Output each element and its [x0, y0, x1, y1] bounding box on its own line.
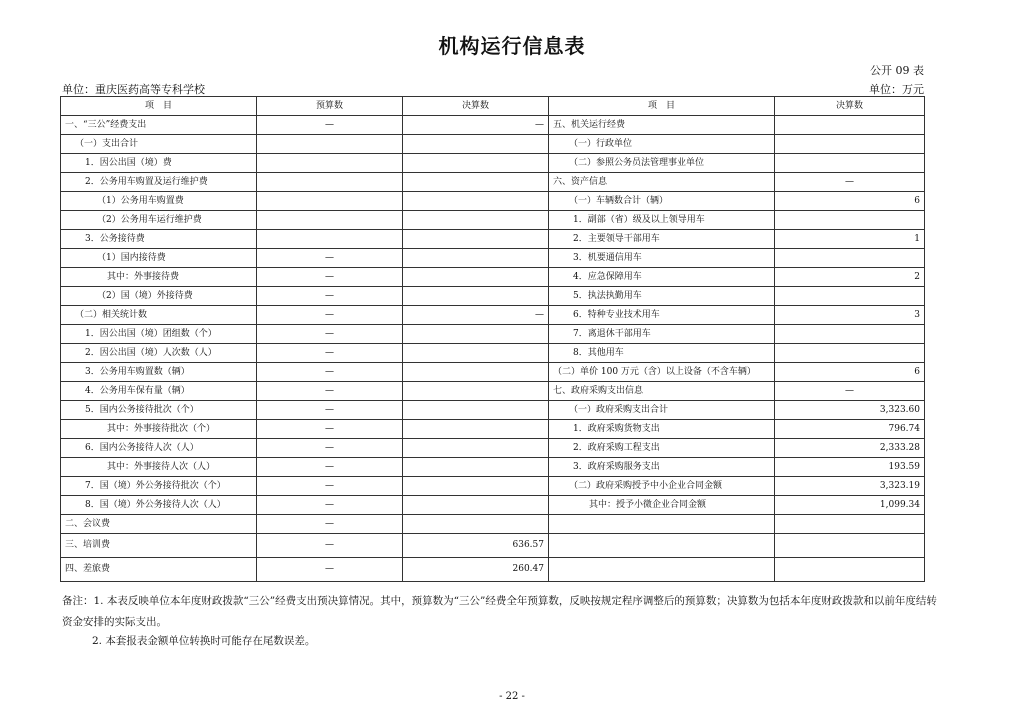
budget-cell: — [257, 420, 403, 439]
item-left-cell: 二、会议费 [61, 515, 257, 534]
item-left-cell: （一）支出合计 [61, 135, 257, 154]
header-row [61, 97, 925, 116]
budget-cell: — [257, 382, 403, 401]
table-row [61, 116, 925, 135]
final-right-cell [775, 344, 925, 363]
item-left-cell: 1．因公出国（境）费 [61, 154, 257, 173]
budget-cell: — [257, 534, 403, 558]
item-left-cell: 三、培训费 [61, 534, 257, 558]
item-left-cell: 2．因公出国（境）人次数（人） [61, 344, 257, 363]
table-row [61, 534, 925, 558]
item-left-cell: 一、“三公”经费支出 [61, 116, 257, 135]
header-item-right: 项 目 [549, 97, 775, 116]
info-table [60, 96, 925, 582]
header-item-left: 项 目 [61, 97, 257, 116]
item-right-cell: （一）车辆数合计（辆） [549, 192, 775, 211]
item-right-cell: （二）政府采购授予中小企业合同金额 [549, 477, 775, 496]
budget-cell: — [257, 344, 403, 363]
budget-cell: — [257, 249, 403, 268]
table-row [61, 268, 925, 287]
final-left-cell [403, 154, 549, 173]
table-row [61, 211, 925, 230]
item-left-cell: 7．国（境）外公务接待批次（个） [61, 477, 257, 496]
budget-cell: — [257, 268, 403, 287]
final-left-cell [403, 135, 549, 154]
budget-cell [257, 192, 403, 211]
final-left-cell: 260.47 [403, 558, 549, 582]
final-right-cell: 1 [775, 230, 925, 249]
table-row [61, 173, 925, 192]
form-number: 公开 09 表 [870, 64, 924, 77]
item-right-cell: 8．其他用车 [549, 344, 775, 363]
item-right-cell: 1．政府采购货物支出 [549, 420, 775, 439]
final-right-cell: 2 [775, 268, 925, 287]
budget-cell: — [257, 496, 403, 515]
budget-cell: — [257, 477, 403, 496]
final-left-cell [403, 420, 549, 439]
item-right-cell: 1．副部（省）级及以上领导用车 [549, 211, 775, 230]
final-right-cell: 6 [775, 363, 925, 382]
item-left-cell: （二）相关统计数 [61, 306, 257, 325]
table-row [61, 477, 925, 496]
budget-cell [257, 154, 403, 173]
table-row [61, 249, 925, 268]
final-left-cell [403, 382, 549, 401]
table-row [61, 382, 925, 401]
final-left-cell: 636.57 [403, 534, 549, 558]
table-row [61, 363, 925, 382]
item-left-cell: 4．公务用车保有量（辆） [61, 382, 257, 401]
final-left-cell [403, 344, 549, 363]
final-left-cell [403, 173, 549, 192]
final-left-cell [403, 477, 549, 496]
table-row [61, 439, 925, 458]
final-right-cell [775, 558, 925, 582]
table-row [61, 306, 925, 325]
item-left-cell: （1）公务用车购置费 [61, 192, 257, 211]
unit-name: 单位：重庆医药高等专科学校 [62, 83, 205, 96]
final-right-cell [775, 116, 925, 135]
item-right-cell: 五、机关运行经费 [549, 116, 775, 135]
final-left-cell [403, 363, 549, 382]
budget-cell: — [257, 515, 403, 534]
budget-cell: — [257, 325, 403, 344]
page-title: 机构运行信息表 [438, 34, 586, 58]
item-left-cell: （2）公务用车运行维护费 [61, 211, 257, 230]
item-right-cell: 2．政府采购工程支出 [549, 439, 775, 458]
final-right-cell [775, 287, 925, 306]
budget-cell: — [257, 306, 403, 325]
item-left-cell: 2．公务用车购置及运行维护费 [61, 173, 257, 192]
item-left-cell: 1．因公出国（境）团组数（个） [61, 325, 257, 344]
final-right-cell: 193.59 [775, 458, 925, 477]
final-right-cell [775, 515, 925, 534]
final-left-cell: — [403, 306, 549, 325]
final-right-cell: 3,323.60 [775, 401, 925, 420]
budget-cell: — [257, 287, 403, 306]
item-left-cell: （2）国（境）外接待费 [61, 287, 257, 306]
final-right-cell: 3 [775, 306, 925, 325]
budget-cell: — [257, 439, 403, 458]
table-row [61, 344, 925, 363]
final-right-cell [775, 325, 925, 344]
budget-cell [257, 173, 403, 192]
item-right-cell [549, 558, 775, 582]
final-left-cell [403, 192, 549, 211]
header-budget: 预算数 [257, 97, 403, 116]
final-left-cell [403, 211, 549, 230]
final-left-cell: — [403, 116, 549, 135]
page-number: - 22 - [499, 691, 525, 702]
final-right-cell [775, 135, 925, 154]
final-left-cell [403, 325, 549, 344]
final-left-cell [403, 515, 549, 534]
item-left-cell: 3．公务接待费 [61, 230, 257, 249]
table-row [61, 154, 925, 173]
currency-unit: 单位：万元 [869, 83, 924, 96]
table-row [61, 135, 925, 154]
item-left-cell: 其中：外事接待批次（个） [61, 420, 257, 439]
final-right-cell: 796.74 [775, 420, 925, 439]
item-left-cell: 3．公务用车购置数（辆） [61, 363, 257, 382]
item-right-cell: （一）政府采购支出合计 [549, 401, 775, 420]
final-right-cell: — [775, 173, 925, 192]
item-left-cell: 5．国内公务接待批次（个） [61, 401, 257, 420]
item-left-cell: 四、差旅费 [61, 558, 257, 582]
budget-cell [257, 135, 403, 154]
final-right-cell: — [775, 382, 925, 401]
table-row [61, 287, 925, 306]
item-right-cell: 7．离退休干部用车 [549, 325, 775, 344]
final-right-cell: 6 [775, 192, 925, 211]
final-right-cell [775, 154, 925, 173]
final-right-cell [775, 534, 925, 558]
budget-cell [257, 211, 403, 230]
final-left-cell [403, 230, 549, 249]
final-left-cell [403, 496, 549, 515]
table-row [61, 420, 925, 439]
table-row [61, 558, 925, 582]
note-line-2: 资金安排的实际支出。 [62, 616, 167, 628]
final-left-cell [403, 249, 549, 268]
item-right-cell [549, 534, 775, 558]
item-right-cell: 4．应急保障用车 [549, 268, 775, 287]
final-right-cell: 2,333.28 [775, 439, 925, 458]
item-right-cell: 5．执法执勤用车 [549, 287, 775, 306]
item-right-cell: 2．主要领导干部用车 [549, 230, 775, 249]
table-row [61, 192, 925, 211]
table-row [61, 325, 925, 344]
item-right-cell: （一）行政单位 [549, 135, 775, 154]
final-left-cell [403, 287, 549, 306]
final-left-cell [403, 458, 549, 477]
budget-cell: — [257, 363, 403, 382]
budget-cell: — [257, 116, 403, 135]
table-row [61, 496, 925, 515]
final-right-cell: 3,323.19 [775, 477, 925, 496]
item-right-cell: 3．政府采购服务支出 [549, 458, 775, 477]
item-right-cell: （二）单价 100 万元（含）以上设备（不含车辆） [549, 363, 775, 382]
table-row [61, 458, 925, 477]
budget-cell: — [257, 558, 403, 582]
note-line-3: 2. 本套报表金额单位转换时可能存在尾数误差。 [92, 635, 316, 647]
item-right-cell: 6．特种专业技术用车 [549, 306, 775, 325]
item-left-cell: 其中：外事接待费 [61, 268, 257, 287]
budget-cell: — [257, 458, 403, 477]
final-right-cell [775, 211, 925, 230]
item-right-cell: 其中：授予小微企业合同金额 [549, 496, 775, 515]
note-line-1: 备注：1. 本表反映单位本年度财政拨款“三公”经费支出预决算情况。其中，预算数为“三公”经费全年预算数，反映按规定程序调整后的预算数；决算数为包括本年度财政拨款和以前年度结转 [62, 595, 937, 607]
item-right-cell: （二）参照公务员法管理事业单位 [549, 154, 775, 173]
budget-cell [257, 230, 403, 249]
header-final-right: 决算数 [775, 97, 925, 116]
final-right-cell: 1,099.34 [775, 496, 925, 515]
budget-cell: — [257, 401, 403, 420]
item-right-cell: 3．机要通信用车 [549, 249, 775, 268]
item-left-cell: 6．国内公务接待人次（人） [61, 439, 257, 458]
table-row [61, 515, 925, 534]
header-final-left: 决算数 [403, 97, 549, 116]
item-right-cell: 六、资产信息 [549, 173, 775, 192]
final-right-cell [775, 249, 925, 268]
table-row [61, 230, 925, 249]
table-row [61, 401, 925, 420]
final-left-cell [403, 268, 549, 287]
item-right-cell: 七、政府采购支出信息 [549, 382, 775, 401]
final-left-cell [403, 439, 549, 458]
final-left-cell [403, 401, 549, 420]
item-left-cell: 其中：外事接待人次（人） [61, 458, 257, 477]
item-right-cell [549, 515, 775, 534]
item-left-cell: （1）国内接待费 [61, 249, 257, 268]
item-left-cell: 8．国（境）外公务接待人次（人） [61, 496, 257, 515]
